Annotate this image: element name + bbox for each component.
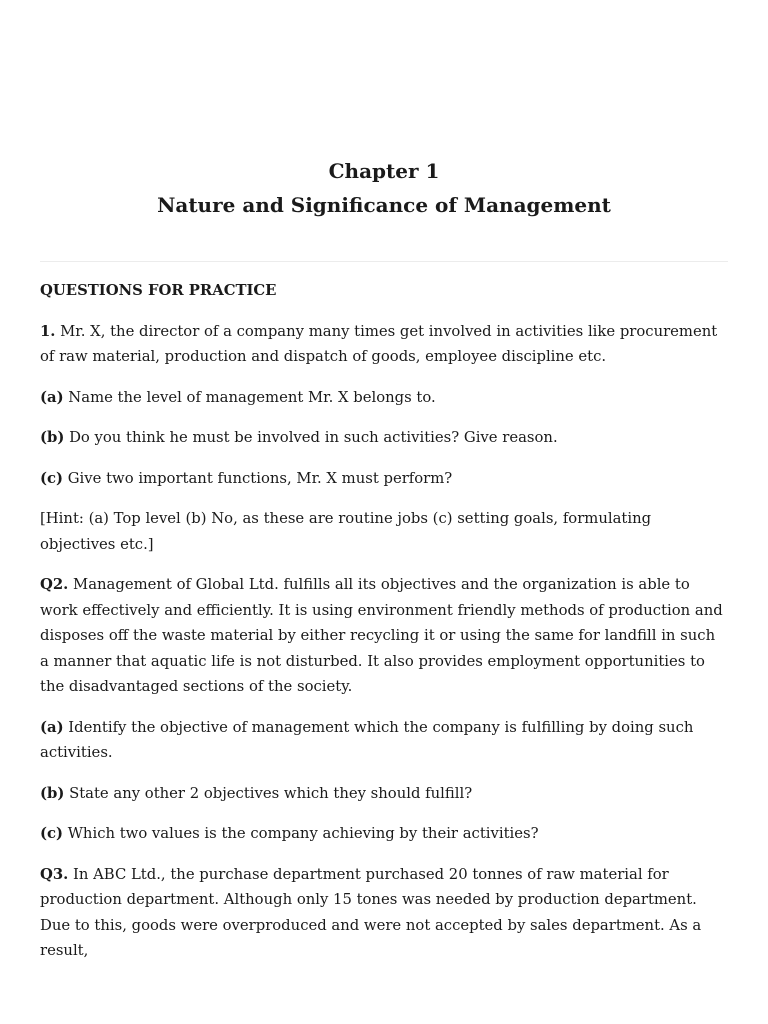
paragraph-text: Mr. X, the director of a company many times get involved in activities like procurement of raw material, production and dispatch of goods, employee discipline etc. [40, 322, 718, 365]
question-label: 1. [40, 322, 56, 340]
section-heading: QUESTIONS FOR PRACTICE [40, 282, 277, 299]
paragraph-text: Which two values is the company achieving by their activities? [63, 825, 539, 842]
question-label: (b) [40, 429, 65, 446]
paragraph-text: State any other 2 objectives which they should fulfill? [64, 784, 473, 802]
chapter-title: Nature and Significance of Management [157, 193, 611, 217]
paragraph-q1-a [40, 385, 728, 411]
paragraph-q2-b [40, 781, 728, 807]
paragraph-q3 [40, 862, 728, 964]
chapter-number: Chapter 1 [328, 159, 440, 183]
question-label: (c) [40, 825, 64, 842]
paragraph-text: Identify the objective of management which the company is fulfilling by doing such activities. [40, 718, 694, 761]
paragraph-q1-b [40, 425, 728, 451]
paragraph-text: Name the level of management Mr. X belongs to. [63, 388, 436, 406]
paragraph-text: Do you think he must be involved in such activities? Give reason. [64, 429, 558, 446]
paragraph-text: Give two important functions, Mr. X must perform? [63, 469, 453, 487]
paragraph-hint [40, 506, 728, 557]
question-label: (a) [40, 718, 64, 736]
paragraph-q2-c [40, 821, 728, 847]
question-label: Q3. [40, 865, 69, 883]
paragraph-text: [Hint: (a) Top level (b) No, as these are routine jobs (c) setting goals, formulating objectives etc.] [40, 510, 652, 553]
paragraph-q2 [40, 572, 728, 700]
question-label: Q2. [40, 576, 69, 593]
question-label: (c) [40, 469, 64, 487]
divider [40, 261, 728, 262]
paragraph-q1-c [40, 466, 728, 492]
paragraph-text: In ABC Ltd., the purchase department purchased 20 tonnes of raw material for production department. Although only 15 tones was needed by production department. Due to this, goods were overproduced and were not accepted by sales department. As a result, [40, 865, 702, 959]
question-label: (b) [40, 784, 65, 802]
question-label: (a) [40, 388, 64, 406]
paragraph-q2-a [40, 715, 728, 766]
paragraph-text: Management of Global Ltd. fulfills all its objectives and the organization is able to work effectively and efficiently. It is using environment friendly methods of production and disposes off the waste material by either recycling it or using the same for landfill in such a manner that aquatic life is not disturbed. It also provides employment opportunities to the disadvantaged sections of the society. [40, 576, 723, 695]
paragraph-q1 [40, 319, 728, 370]
document-body [40, 278, 728, 979]
